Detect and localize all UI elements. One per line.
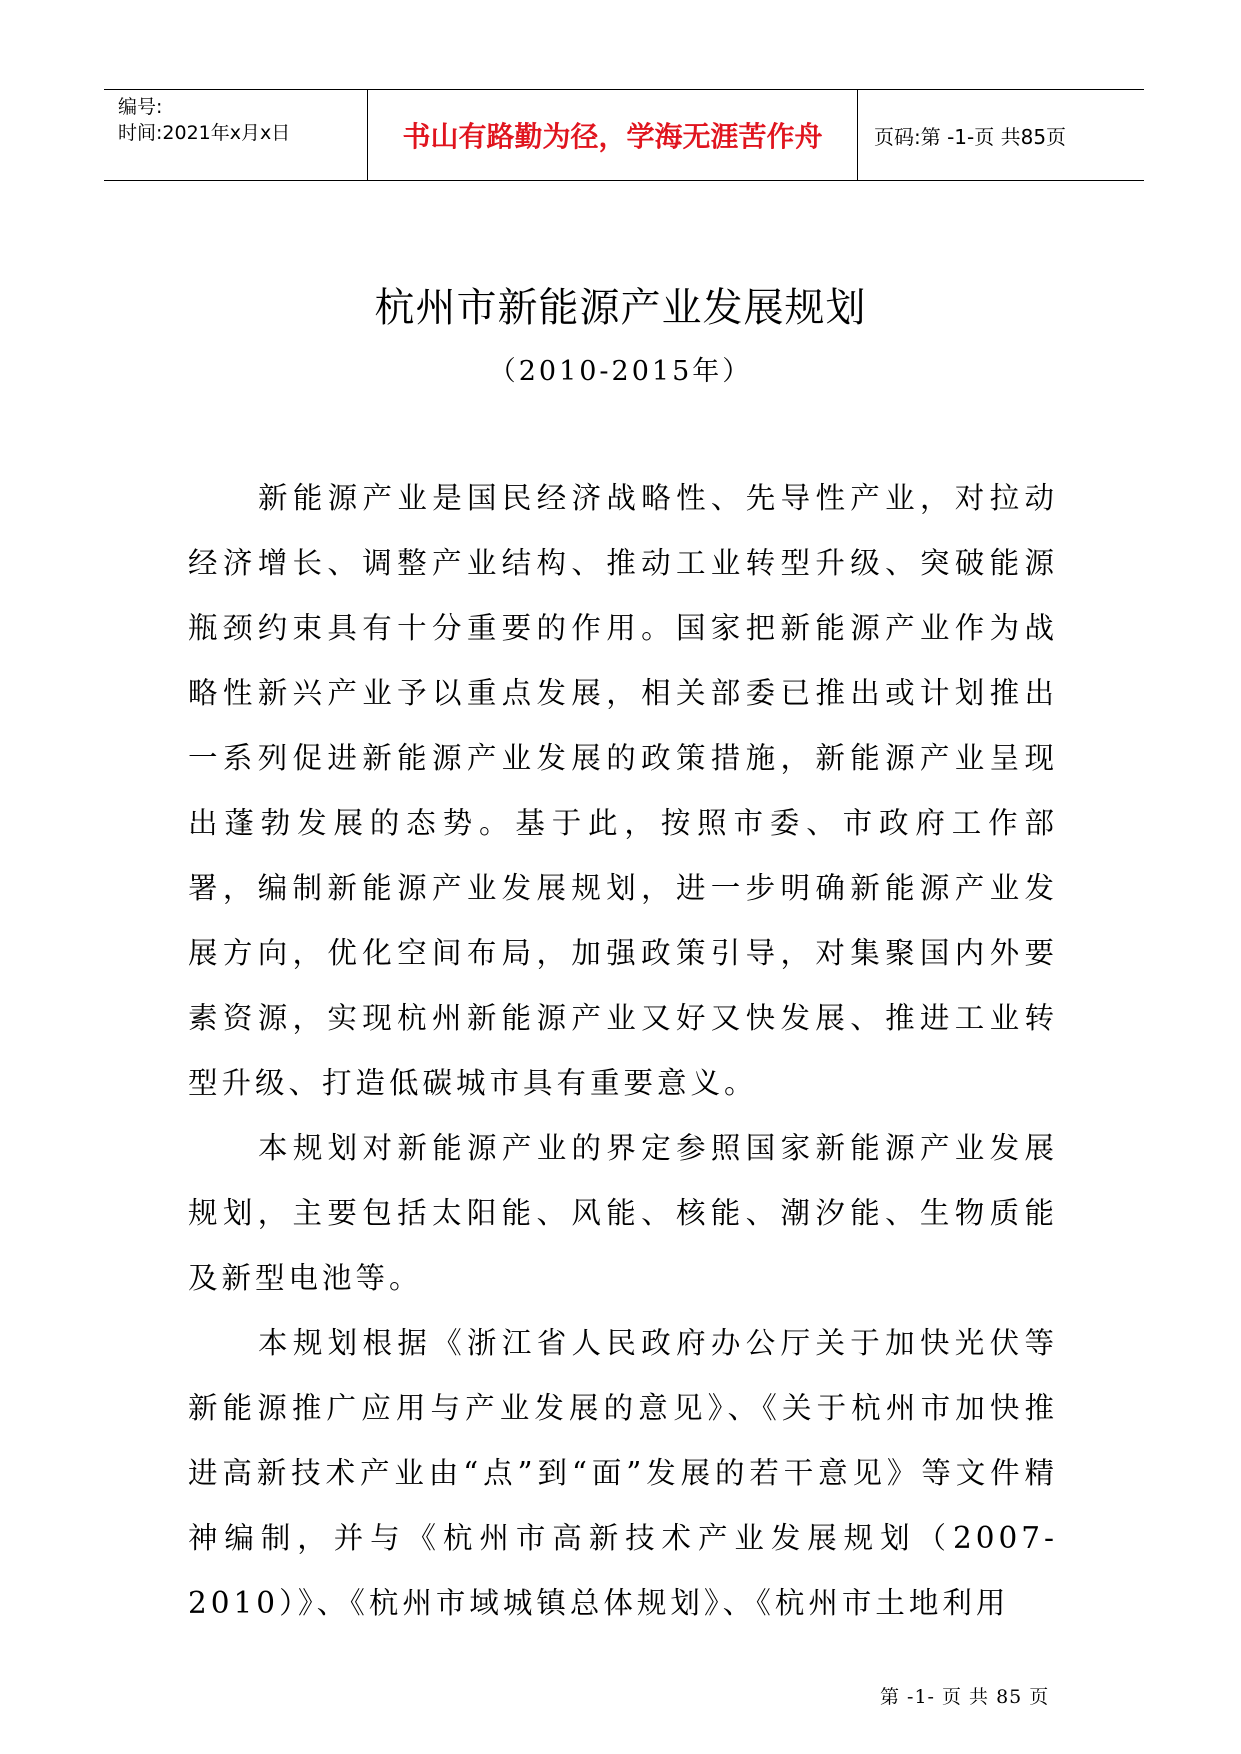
paragraph: 本规划对新能源产业的界定参照国家新能源产业发展规划，主要包括太阳能、风能、核能、潮汐能、生物质能及新型电池等。	[188, 1131, 1058, 1295]
header-motto: 书山有路勤为径，学海无涯苦作舟	[368, 90, 858, 180]
document-number-label: 编号:	[118, 96, 163, 118]
document-body	[188, 466, 1058, 1636]
document-title: 杭州市新能源产业发展规划	[374, 285, 867, 331]
page-footer: 第 -1- 页 共 85 页	[880, 1686, 1050, 1708]
header-meta	[104, 90, 368, 180]
paragraph: 本规划根据《浙江省人民政府办公厅关于加快光伏等新能源推广应用与产业发展的意见》、《关于杭州市加快推进高新技术产业由“点”到“面”发展的若干意见》等文件精神编制，并与《杭州市高新技术产业发展规划（2007-2010）》、《杭州市域城镇总体规划》、《杭州市土地利用	[188, 1326, 1058, 1620]
paragraph: 新能源产业是国民经济战略性、先导性产业，对拉动经济增长、调整产业结构、推动工业转型升级、突破能源瓶颈约束具有十分重要的作用。国家把新能源产业作为战略性新兴产业予以重点发展，相关部委已推出或计划推出一系列促进新能源产业发展的政策措施，新能源产业呈现出蓬勃发展的态势。基于此，按照市委、市政府工作部署，编制新能源产业发展规划，进一步明确新能源产业发展方向，优化空间布局，加强政策引导，对集聚国内外要素资源，实现杭州新能源产业又好又快发展、推进工业转型升级、打造低碳城市具有重要意义。	[188, 481, 1058, 1100]
document-subtitle: （2010-2015年）	[488, 356, 753, 387]
header-page-info: 页码:第 -1-页 共85页	[874, 124, 1067, 149]
document-time-label: 时间:2021年x月x日	[118, 122, 291, 144]
page-header	[104, 89, 1144, 181]
